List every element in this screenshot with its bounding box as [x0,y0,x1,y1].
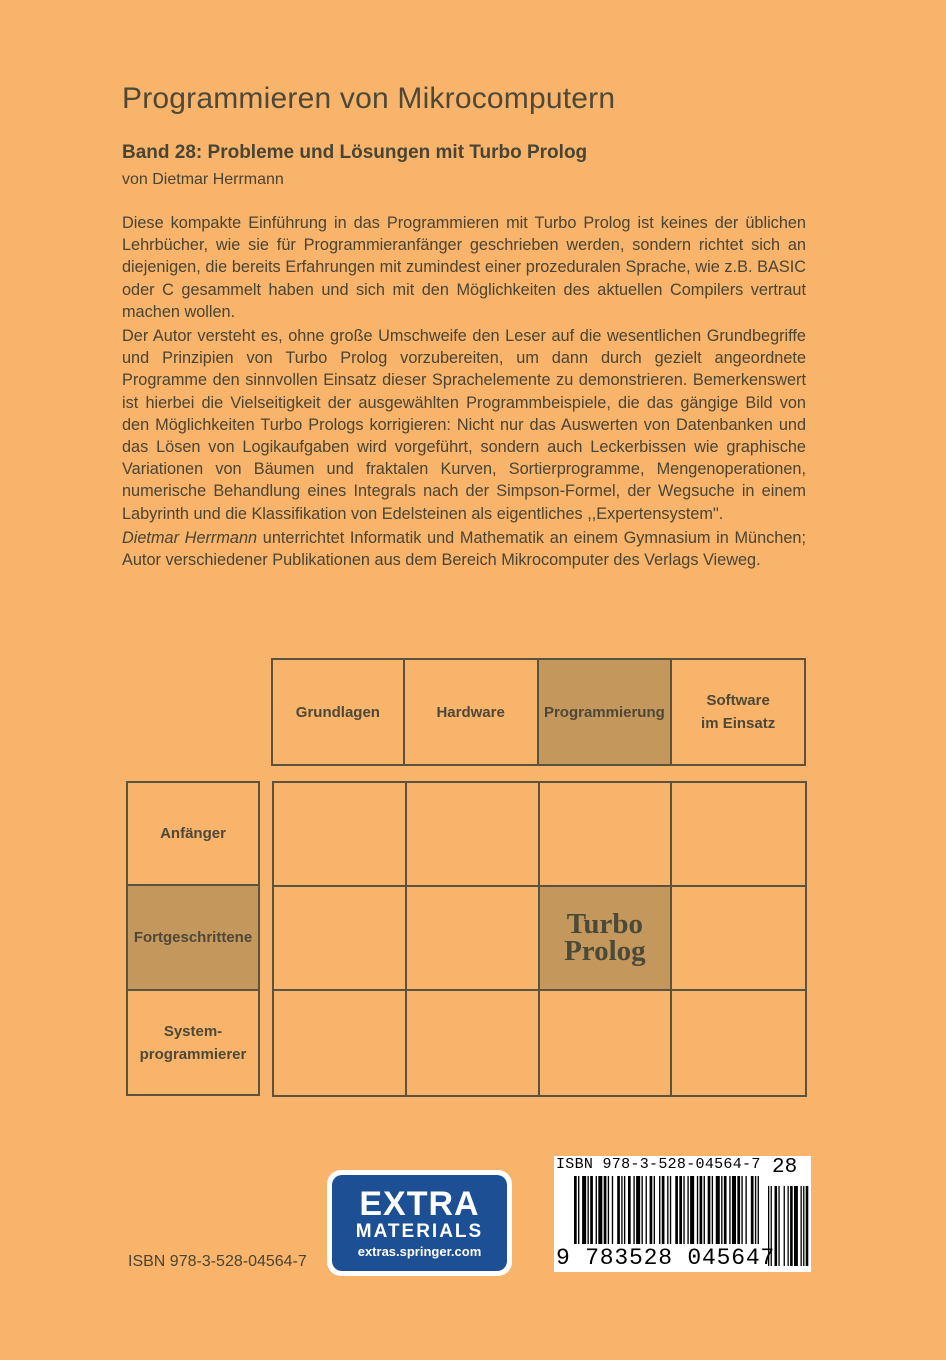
barcode-bar [590,1176,593,1244]
paragraph-3 [122,527,806,571]
logo-turbo: Turbo [566,908,644,940]
barcode-bar [700,1176,703,1244]
barcode-bar [697,1176,698,1244]
barcode-addon-bar [788,1186,789,1266]
matrix-cell [540,783,673,887]
matrix-cell [274,887,407,991]
barcode-bar [670,1176,671,1244]
badge-materials: MATERIALS [355,1220,484,1242]
barcode-bar [708,1176,711,1244]
barcode-addon-bar [801,1186,802,1266]
barcode-bar [574,1176,577,1244]
author-name-italic: Dietmar Herrmann [122,528,258,547]
barcode-bar [608,1176,609,1244]
barcode-bar [588,1176,589,1244]
barcode-bar [751,1176,754,1244]
barcode-digits: 9 783528 045647 [556,1245,776,1271]
barcode-bar [683,1176,684,1244]
barcode-bar [646,1176,647,1244]
barcode-bar [642,1176,643,1244]
logo-prolog: Prolog [564,935,646,967]
barcode-bar [578,1176,579,1244]
author-bio: unterrichtet Informatik und Mathematik an einem Gymnasium in München; Autor verschiedener Publikationen aus dem Bereich Mikrocomputer des Verlags Vieweg. [122,528,806,570]
barcode-bar [675,1176,678,1244]
barcode-bar [758,1176,759,1244]
barcode-bar [659,1176,660,1244]
barcode-bar [624,1176,625,1244]
extra-materials-badge[interactable] [327,1170,512,1276]
barcode-bar [704,1176,705,1244]
matrix-grid [272,781,807,1097]
badge-url: extras.springer.com [357,1243,482,1259]
barcode-bar [667,1176,668,1244]
barcode-bar [687,1176,688,1244]
topic-software-im-einsatz: Software im Einsatz [670,658,806,766]
level-grid [126,781,260,1096]
barcode-bar [612,1176,613,1244]
turbo-prolog-logo-cell [540,887,673,991]
barcode-addon-bar [778,1186,779,1266]
level-anfaenger: Anfänger [126,781,260,886]
topic-programmierung: Programmierung [537,658,673,766]
level-fortgeschrittene: Fortgeschrittene [126,884,260,991]
barcode-addon-bar [794,1186,798,1266]
matrix-cell [274,783,407,887]
barcode-bar [598,1176,602,1244]
barcode-bar [650,1176,653,1244]
matrix-cell [672,991,805,1095]
barcode-bar [621,1176,622,1244]
barcode-bar [690,1176,694,1244]
barcode-addon-bar [806,1186,809,1266]
barcode-bar [617,1176,620,1244]
barcode-bar [721,1176,722,1244]
barcode-bar [741,1176,742,1244]
paragraph-2: Der Autor versteht es, ohne große Umschweife den Leser auf die wesentlichen Grundbegriffe und Prinzipien von Turbo Prolog vorzubereiten, um dann durch gezielt angeordnete Programme den sinnvollen Einsatz dieser Sprachelemente zu demonstrieren. Bemerkenswert ist hierbei die Vielseitigkeit der ausgewählten Programmbeispiele, die das gängige Bild von den Möglichkeiten Turbo Prologs korrigieren: Nicht nur das Auswerten von Datenbanken und das Lösen von Logikaufgaben wird vorgeführt, sondern auch Leckerbissen wie graphische Variationen von Bäumen und fraktalen Kurven, Sortierprogramme, Mengenoperationen, numerische Behandlung eines Integrals nach der Simpson-Formel, der Wegsuche in einem Labyrinth und die Klassifikation von Edelsteinen als eigentliches ,,Expertensystem". [122,327,806,523]
barcode-bar [716,1176,720,1244]
barcode-isbn-label: ISBN 978-3-528-04564-7 [556,1156,761,1173]
barcode-bar [633,1176,634,1244]
topic-header-grid [271,658,806,766]
barcode-addon-bar [790,1186,793,1266]
barcode-bar [712,1176,713,1244]
barcode-bar [732,1176,736,1244]
barcode-bar [604,1176,607,1244]
isbn-text: ISBN 978-3-528-04564-7 [128,1253,307,1270]
barcode-bar [582,1176,586,1244]
barcode-bar [679,1176,682,1244]
barcode-bar [745,1176,746,1244]
matrix-cell [407,783,540,887]
author-line: von Dietmar Herrmann [122,171,284,188]
matrix-cell [672,783,805,887]
barcode-bar [596,1176,597,1244]
matrix-cell [274,991,407,1095]
barcode-bar [628,1176,631,1244]
matrix-cell [407,991,540,1095]
description [122,212,806,573]
badge-extra: EXTRA [359,1184,480,1223]
barcode-bar [755,1176,756,1244]
paragraph-1: Diese kompakte Einführung in das Programmieren mit Turbo Prolog ist keines der üblichen Lehrbücher, wie sie für Programmieranfänger geschrieben werden, sondern richtet sich an diejenigen, die bereits Erfahrungen mit zumindest einer prozeduralen Sprache, wie z.B. BASIC oder C gesammelt haben und sich mit den Möglichkeiten des aktuellen Compilers vertraut machen wollen. [122,214,806,321]
barcode-bar [636,1176,640,1244]
isbn-barcode [554,1156,811,1272]
barcode-bar [729,1176,730,1244]
barcode-addon-digits: 28 [772,1156,798,1179]
level-systemprogrammierer: System- programmierer [126,989,260,1096]
barcode-addon-bar [803,1186,804,1266]
barcode-addon-bar [784,1186,785,1266]
matrix-cell [672,887,805,991]
topic-hardware: Hardware [403,658,539,766]
extra-materials-badge-inner [332,1175,507,1271]
matrix-cell [540,991,673,1095]
band-title: Band 28: Probleme und Lösungen mit Turbo Prolog [122,142,588,163]
barcode-bar [654,1176,655,1244]
matrix-cell [407,887,540,991]
topic-grundlagen: Grundlagen [271,658,405,766]
series-title: Programmieren von Mikrocomputern [122,82,616,115]
barcode-bar [662,1176,665,1244]
barcode-bar [724,1176,727,1244]
barcode-bar [737,1176,740,1244]
